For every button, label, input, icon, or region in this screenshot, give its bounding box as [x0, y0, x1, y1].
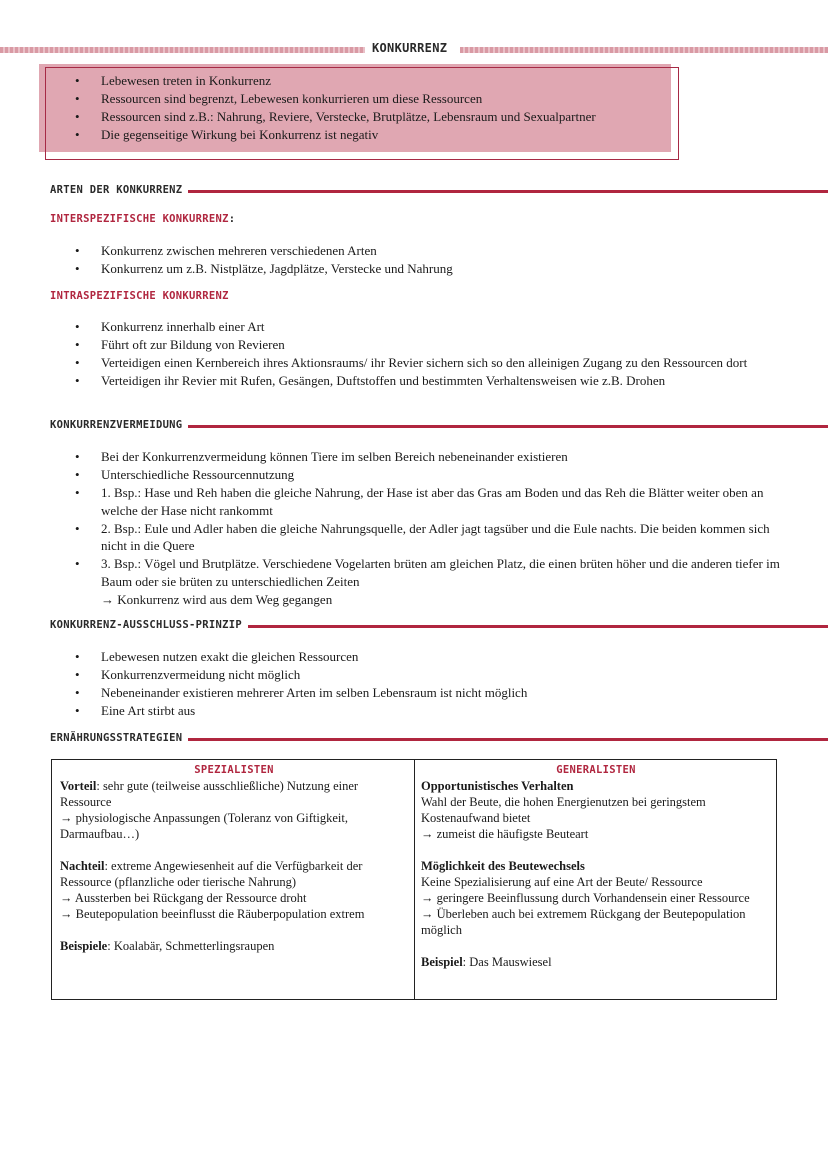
ausschluss-list [101, 648, 781, 720]
column-spezialisten [60, 760, 408, 954]
section-heading: ARTEN DER KONKURRENZ [50, 184, 188, 196]
nachteil-arrow: → Beutepopulation beeinflusst die Räuberpopulation extrem [60, 907, 365, 921]
text: : sehr gute (teilweise ausschließliche) Nutzung einer Ressource [60, 779, 359, 809]
wechsel-text: Keine Spezialisierung auf eine Art der Beute/ Ressource [421, 875, 703, 889]
column-generalisten [421, 760, 771, 970]
column-header: GENERALISTEN [556, 764, 636, 776]
beispiele-paragraph [60, 938, 408, 954]
list-item: • 3. Bsp.: Vögel und Brutplätze. Verschiedene Vogelarten brüten am gleichen Platz, die einen brüten höher und die anderen tiefer im Baum oder sie brüten zu unterschiedlichen Zeiten [101, 555, 781, 590]
section-rule [188, 425, 828, 428]
list-item: • Führt oft zur Bildung von Revieren [101, 336, 781, 354]
list-item: • Ressourcen sind begrenzt, Lebewesen konkurrieren um diese Ressourcen [101, 90, 781, 108]
list-item: • Die gegenseitige Wirkung bei Konkurrenz ist negativ [101, 126, 781, 144]
beispiel-paragraph [421, 954, 771, 970]
section-ausschluss [50, 619, 828, 635]
list-item: • Eine Art stirbt aus [101, 702, 781, 720]
section-rule [186, 738, 828, 741]
section-rule [238, 625, 828, 628]
strategies-table [51, 759, 777, 1000]
text: : extreme Angewiesenheit auf die Verfügbarkeit der Ressource (pflanzliche oder tierische Nahrung) [60, 859, 363, 889]
label: Opportunistisches Verhalten [421, 779, 574, 793]
list-item: • 2. Bsp.: Eule und Adler haben die gleiche Nahrungsquelle, der Adler jagt tagsüber und die Eule nachts. Die beiden kommen sich nicht in die Quere [101, 520, 781, 555]
vermeidung-conclusion: → Konkurrenz wird aus dem Weg gegangen [101, 592, 333, 607]
title-decoration-left [0, 47, 365, 53]
list-item: • Nebeneinander existieren mehrerer Arten im selben Lebensraum ist nicht möglich [101, 684, 781, 702]
intro-list [101, 72, 781, 144]
section-heading: ERNÄHRUNGSSTRATEGIEN [50, 732, 188, 744]
wechsel-arrow: → Überleben auch bei extremem Rückgang der Beutepopulation möglich [421, 907, 746, 937]
label: Beispiele [60, 939, 108, 953]
section-heading: KONKURRENZ-AUSSCHLUSS-PRINZIP [50, 619, 248, 631]
wechsel-heading [421, 858, 771, 874]
section-rule [183, 190, 828, 193]
opp-arrow: → zumeist die häufigste Beuteart [421, 827, 589, 841]
table-divider [414, 760, 415, 999]
list-item: • Ressourcen sind z.B.: Nahrung, Reviere, Verstecke, Brutplätze, Lebensraum und Sexualpartner [101, 108, 781, 126]
section-ernaehrung [50, 732, 828, 748]
list-item: • 1. Bsp.: Hase und Reh haben die gleiche Nahrung, der Hase ist aber das Gras am Boden und das Reh die Blätter weiter oben an welche der Hase nicht rankommt [101, 484, 781, 519]
opp-heading [421, 778, 771, 794]
list-item: • Verteidigen ihr Revier mit Rufen, Gesängen, Duftstoffen und bestimmten Verhaltensweisen wie z.B. Drohen [101, 372, 781, 390]
list-item: • Lebewesen treten in Konkurrenz [101, 72, 781, 90]
vorteil-arrow: → physiologische Anpassungen (Toleranz von Giftigkeit, Darmaufbau…) [60, 811, 348, 841]
label: Beispiel [421, 955, 463, 969]
label: Vorteil [60, 779, 97, 793]
text: : Das Mauswiesel [462, 955, 552, 969]
label: Möglichkeit des Beutewechsels [421, 859, 585, 873]
list-item: • Lebewesen nutzen exakt die gleichen Ressourcen [101, 648, 781, 666]
section-arten [50, 184, 828, 200]
opp-text: Wahl der Beute, die hohen Energienutzen bei geringstem Kostenaufwand bietet [421, 795, 706, 825]
intra-list [101, 318, 781, 390]
nachteil-arrow: → Aussterben bei Rückgang der Ressource droht [60, 891, 307, 905]
column-header: SPEZIALISTEN [194, 764, 274, 776]
title-decoration-right [460, 47, 828, 53]
section-vermeidung [50, 419, 828, 435]
subheading-text: INTERSPEZIFISCHE KONKURRENZ [50, 213, 229, 225]
subheading-colon: : [228, 213, 236, 225]
list-item: • Unterschiedliche Ressourcennutzung [101, 466, 781, 484]
subheading-interspezifisch [50, 213, 235, 225]
page-title-row [0, 40, 828, 60]
inter-list [101, 242, 781, 278]
list-item: • Konkurrenz innerhalb einer Art [101, 318, 781, 336]
list-item: • Konkurrenzvermeidung nicht möglich [101, 666, 781, 684]
list-item: • Konkurrenz um z.B. Nistplätze, Jagdplätze, Verstecke und Nahrung [101, 260, 781, 278]
list-item: • Bei der Konkurrenzvermeidung können Tiere im selben Bereich nebeneinander existieren [101, 448, 781, 466]
list-item: • Verteidigen einen Kernbereich ihres Aktionsraums/ ihr Revier sichern sich so den alleinigen Zugang zu den Ressourcen dort [101, 354, 781, 372]
nachteil-paragraph [60, 858, 408, 890]
vermeidung-list [101, 448, 781, 591]
page-title: KONKURRENZ [372, 41, 448, 55]
list-item: • Konkurrenz zwischen mehreren verschiedenen Arten [101, 242, 781, 260]
vorteil-paragraph [60, 778, 408, 810]
label: Nachteil [60, 859, 105, 873]
section-heading: KONKURRENZVERMEIDUNG [50, 419, 188, 431]
text: : Koalabär, Schmetterlingsraupen [107, 939, 275, 953]
subheading-intraspezifisch: INTRASPEZIFISCHE KONKURRENZ [50, 290, 229, 302]
wechsel-arrow: → geringere Beeinflussung durch Vorhandensein einer Ressource [421, 891, 750, 905]
